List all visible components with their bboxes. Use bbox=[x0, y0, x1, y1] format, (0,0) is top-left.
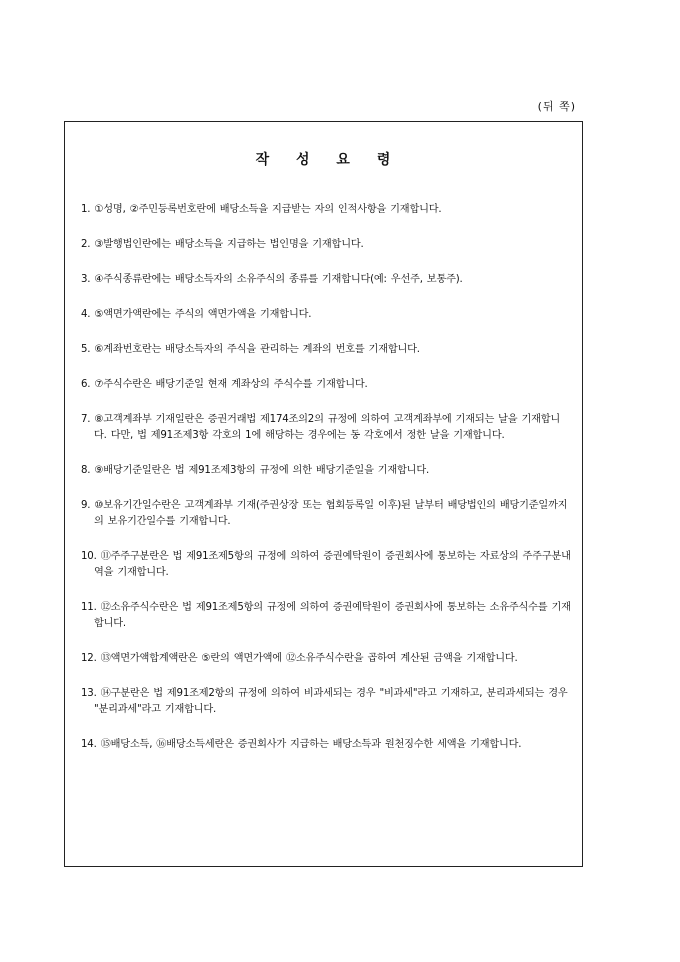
instruction-item-13: 13. ⑭구분란은 법 제91조제2항의 규정에 의하여 비과세되는 경우 "비과세"라고 기재하고, 분리과세되는 경우 "분리과세"라고 기재합니다. bbox=[81, 688, 568, 715]
instruction-item-11: 11. ⑫소유주식수란은 법 제91조제5항의 규정에 의하여 증권예탁원이 증권회사에 통보하는 소유주식수를 기재합니다. bbox=[81, 602, 571, 629]
instruction-item-3: 3. ④주식종류란에는 배당소득자의 소유주식의 종류를 기재합니다(예: 우선주, 보통주). bbox=[81, 274, 463, 285]
instruction-item-12: 12. ⑬액면가액합계액란은 ⑤란의 액면가액에 ⑫소유주식수란을 곱하여 계산된 금액을 기재합니다. bbox=[81, 653, 518, 664]
instruction-item-1: 1. ①성명, ②주민등록번호란에 배당소득을 지급받는 자의 인적사항을 기재합니다. bbox=[81, 204, 442, 215]
instruction-item-4: 4. ⑤액면가액란에는 주식의 액면가액을 기재합니다. bbox=[81, 309, 312, 320]
instruction-item-2: 2. ③발행법인란에는 배당소득을 지급하는 법인명을 기재합니다. bbox=[81, 239, 364, 250]
instructions-box bbox=[64, 121, 583, 867]
page-title: 작 성 요 령 bbox=[255, 152, 392, 168]
instruction-item-14: 14. ⑮배당소득, ⑯배당소득세란은 증권회사가 지급하는 배당소득과 원천징수한 세액을 기재합니다. bbox=[81, 739, 522, 750]
instruction-item-9: 9. ⑩보유기간일수란은 고객계좌부 기재(주권상장 또는 협회등록일 이후)된 날부터 배당법인의 배당기준일까지의 보유기간일수를 기재합니다. bbox=[81, 500, 568, 527]
instruction-list bbox=[81, 202, 571, 772]
page-side-label: (뒤 쪽) bbox=[537, 100, 576, 113]
instruction-item-6: 6. ⑦주식수란은 배당기준일 현재 계좌상의 주식수를 기재합니다. bbox=[81, 379, 368, 390]
instruction-item-7: 7. ⑧고객계좌부 기재일란은 증권거래법 제174조의2의 규정에 의하여 고객계좌부에 기재되는 날을 기재합니다. 다만, 법 제91조제3항 각호의 1에 해당하는 경우에는 동 각호에서 정한 날을 기재합니다. bbox=[81, 414, 561, 441]
instruction-item-10: 10. ⑪주주구분란은 법 제91조제5항의 규정에 의하여 증권예탁원이 증권회사에 통보하는 자료상의 주주구분내역을 기재합니다. bbox=[81, 551, 571, 578]
instruction-item-8: 8. ⑨배당기준일란은 법 제91조제3항의 규정에 의한 배당기준일을 기재합니다. bbox=[81, 465, 429, 476]
instruction-item-5: 5. ⑥계좌번호란는 배당소득자의 주식을 관리하는 계좌의 번호를 기재합니다. bbox=[81, 344, 420, 355]
